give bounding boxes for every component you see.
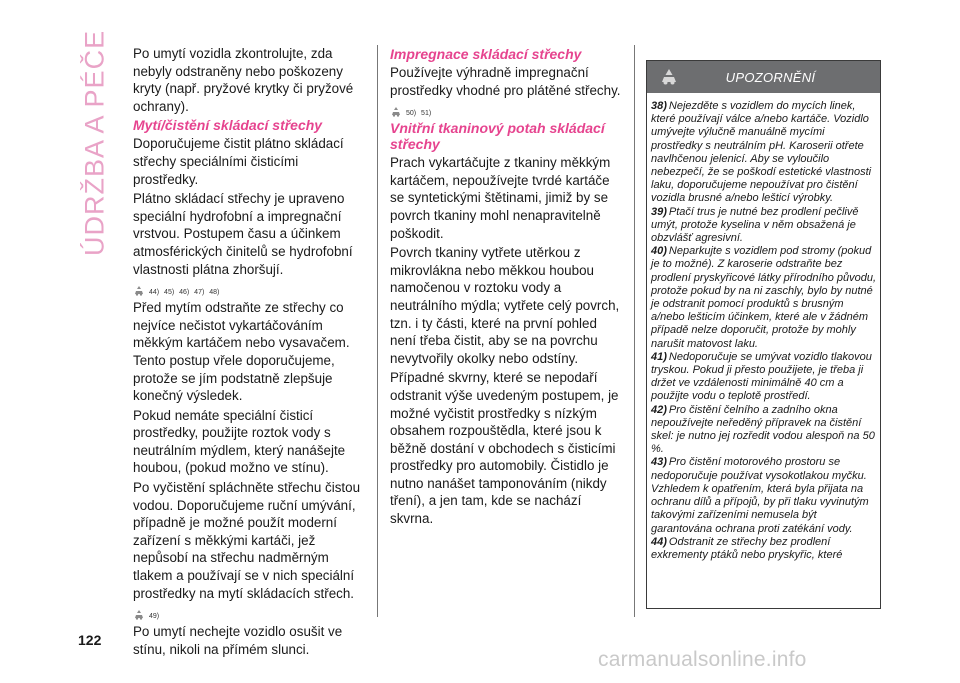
- warning-item: [651, 100, 876, 206]
- warning-reference: [390, 102, 622, 118]
- warning-item: [651, 245, 876, 351]
- warning-item-text: Nedoporučuje se umývat vozidlo tlakovou tryskou. Pokud ji přesto použijete, je třeba ji držet ve vzdálenosti minimálně 40 cm a použijte vodu o teplotě prostředí.: [651, 350, 872, 403]
- paragraph: Před mytím odstraňte ze střechy co nejvíce nečistot vykartáčováním měkkým kartáčem nebo vysavačem. Tento postup vřele doporučujeme, protože se jím podstatně zlepšuje konečný výsledek.: [133, 300, 350, 404]
- warning-reference: [133, 605, 365, 621]
- warning-item: [651, 404, 876, 457]
- text-column-left: [133, 45, 365, 660]
- column-divider: [634, 45, 635, 617]
- warning-item-text: Nejezděte s vozidlem do mycích linek, které používají válce a/nebo kartáče. Vozidlo umývejte výlučně manuálně mycími prostředky s neutrálním pH. Karoserii otřete navlhčenou jelenicí. Aby se vyloučilo nebezpečí, že se poškodí estetické vlastnosti laku, doporučujeme nepoužívat pro čistění vozidla brusné a/nebo lešticí výrobky.: [651, 100, 872, 205]
- column-divider: [377, 45, 378, 617]
- warning-item-number: 38): [651, 100, 667, 112]
- reference-numbers: 50) 51): [406, 110, 432, 118]
- warning-header: [647, 61, 880, 93]
- paragraph: Povrch tkaniny vytřete utěrkou z mikrovlákna nebo měkkou houbou namočenou v roztoku vody a neutrálního mýdla; vytřete celý povrch, tzn. i ty části, které na první pohled není třeba čistit, aby se na povrchu nevytvořily okolky nebo odstíny.: [390, 245, 620, 366]
- page-number: 122: [78, 632, 102, 648]
- paragraph: Plátno skládací střechy je upraveno speciální hydrofobní a impregnační vrstvou. Postupem času a účinkem atmosférických činitelů se hydrofobní vlastnosti plátna zhoršují.: [133, 191, 353, 277]
- warning-box: [646, 60, 881, 609]
- section-title-vertical: ÚDRŽBA A PÉČE: [79, 29, 110, 256]
- warning-item-text: Neparkujte s vozidlem pod stromy (pokud je to možné). Z karoserie odstraňte bez prodlení pryskyřicové látky přírodního původu, protože pokud by na ni zaschly, bylo by nutné je odstranit pomocí produktů s brusným a/nebo lešticím účinkem, které ale v žádném případě nelze doporučit, protože by mohly narušit matovost laku.: [651, 245, 877, 350]
- car-warning-icon: [133, 285, 145, 297]
- text-column-middle: [390, 45, 622, 530]
- reference-numbers: 49): [149, 613, 160, 621]
- paragraph: Používejte výhradně impregnační prostředky vhodné pro plátěné střechy.: [390, 65, 621, 98]
- section-heading-inner-lining: Vnitřní tkaninový potah skládací střechy: [390, 120, 605, 153]
- warning-item-number: 42): [651, 403, 667, 416]
- warning-list: [647, 93, 880, 562]
- paragraph: Po vyčistění spláchněte střechu čistou vodou. Doporučujeme ruční umývání, případně je možné použít moderní zařízení s měkkými kartáči, jež nepůsobí na střechu nadměrným tlakem a používají se v nich speciální prostředky na mytí skládacích střech.: [133, 480, 361, 601]
- section-heading-cleaning: Mytí/čistění skládací střechy: [133, 117, 323, 134]
- warning-item: [651, 351, 876, 404]
- reference-numbers: 44) 45) 46) 47) 48): [149, 289, 220, 297]
- warning-title: UPOZORNĚNÍ: [725, 69, 816, 85]
- warning-item-text: Ptačí trus je nutné bez prodlení pečlivě umýt, protože kyselina v něm obsažená je obzvlášť agresivní.: [651, 205, 859, 245]
- warning-reference: [133, 281, 365, 297]
- car-warning-icon: [659, 67, 679, 87]
- warning-item-text: Odstranit ze střechy bez prodlení exkrementy ptáků nebo pryskyřic, které: [651, 535, 843, 561]
- paragraph: Doporučujeme čistit plátno skládací střechy speciálními čisticími prostředky.: [133, 136, 344, 187]
- warning-item: [651, 206, 876, 246]
- watermark: carmanualsonline.info: [598, 648, 807, 671]
- warning-item-text: Pro čistění motorového prostoru se nedoporučuje používat vysokotlakou myčku. Vzhledem k opatřením, která byla přijata na ochranu dílů a přípojů, by při tlaku vyvinutým takovými zařízeními nemusela být garantována ochrana proti zatékání vody.: [651, 456, 869, 535]
- warning-item: [651, 456, 876, 535]
- warning-item-number: 41): [651, 350, 667, 363]
- paragraph: Pokud nemáte speciální čisticí prostředky, použijte roztok vody s neutrálním mýdlem, který nanášejte houbou, (pokud možno ve stínu).: [133, 407, 346, 476]
- paragraph: Po umytí nechejte vozidlo osušit ve stínu, nikoli na přímém slunci.: [133, 624, 343, 657]
- section-heading-impregnation: Impregnace skládací střechy: [390, 46, 582, 62]
- car-warning-icon: [133, 609, 145, 621]
- warning-item-text: Pro čistění čelního a zadního okna nepoužívejte neředěný přípravek na čistění skel: je nutno jej rozředit vodou alespoň na 50 %.: [651, 403, 875, 456]
- car-warning-icon: [390, 106, 402, 118]
- warning-item-number: 43): [651, 456, 667, 469]
- warning-item-number: 40): [651, 245, 667, 258]
- warning-item: [651, 536, 876, 562]
- intro-paragraph: Po umytí vozidla zkontrolujte, zda nebyly odstraněny nebo poškozeny kryty (např. pryžové krytky či pryžové ochrany).: [133, 46, 354, 114]
- paragraph: Případné skvrny, které se nepodaří odstranit výše uvedeným postupem, je možné vyčistit prostředky s nízkým obsahem rozpouštědla, které jsou k běžně dostání v obchodech s čisticími prostředky pro automobily. Čistidlo je nutno nanášet tamponováním (nikdy tření), a jen tam, kde se nachází skvrna.: [390, 370, 619, 527]
- warning-item-number: 39): [651, 205, 667, 218]
- paragraph: Prach vykartáčujte z tkaniny měkkým kartáčem, nepoužívejte tvrdé kartáče se syntetickými štětinami, jimiž by se povrch tkaniny mohl nenapravitelně poškodit.: [390, 155, 611, 241]
- warning-item-number: 44): [651, 535, 667, 548]
